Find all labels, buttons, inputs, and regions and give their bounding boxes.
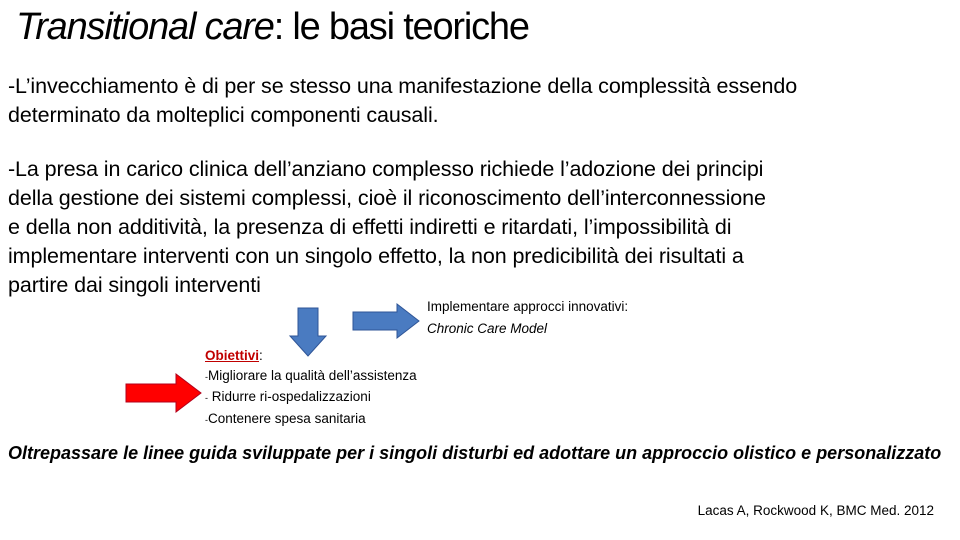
paragraph-line: e della non additività, la presenza di effetti indiretti e ritardati, l’impossibilità di (8, 215, 732, 239)
implement-label: Implementare approcci innovativi: (427, 299, 629, 314)
right-arrow-icon (353, 304, 419, 338)
objectives-block (205, 346, 417, 430)
objective-item: -Migliorare la qualità dell’assistenza (205, 367, 417, 383)
slide-title (16, 2, 529, 52)
objectives-heading-row (205, 346, 417, 366)
objective-item: -Contenere spesa sanitaria (205, 410, 366, 426)
slide-title-rest: : le basi teoriche (273, 6, 529, 48)
conclusion-text: Oltrepassare le linee guida sviluppate per i singoli disturbi ed adottare un approccio olistico e personalizzato (8, 443, 942, 463)
red-right-arrow-icon (126, 374, 201, 412)
objectives-heading: Obiettivi (205, 348, 260, 363)
paragraph-line: della gestione dei sistemi complessi, cioè il riconoscimento dell’interconnessione (8, 186, 766, 210)
paragraph-aging: -L’invecchiamento è di per se stesso una manifestazione della complessità essendo determinato da molteplici componenti causali. (8, 74, 798, 127)
paragraph-line: implementare interventi con un singolo effetto, la non predicibilità dei risultati a (8, 244, 744, 268)
chronic-care-model-label: Chronic Care Model (427, 321, 548, 336)
objective-item: - Ridurre ri-ospedalizzazioni (205, 389, 371, 404)
slide-title-italic: Transitional care (16, 6, 274, 48)
objectives-colon: : (259, 348, 263, 363)
paragraph-line: -La presa in carico clinica dell’anziano complesso richiede l’adozione dei principi (8, 157, 764, 181)
citation: Lacas A, Rockwood K, BMC Med. 2012 (697, 503, 934, 518)
paragraph-line: partire dai singoli interventi (8, 273, 261, 297)
paragraph-complex-care (8, 155, 766, 300)
implement-note (427, 296, 628, 340)
